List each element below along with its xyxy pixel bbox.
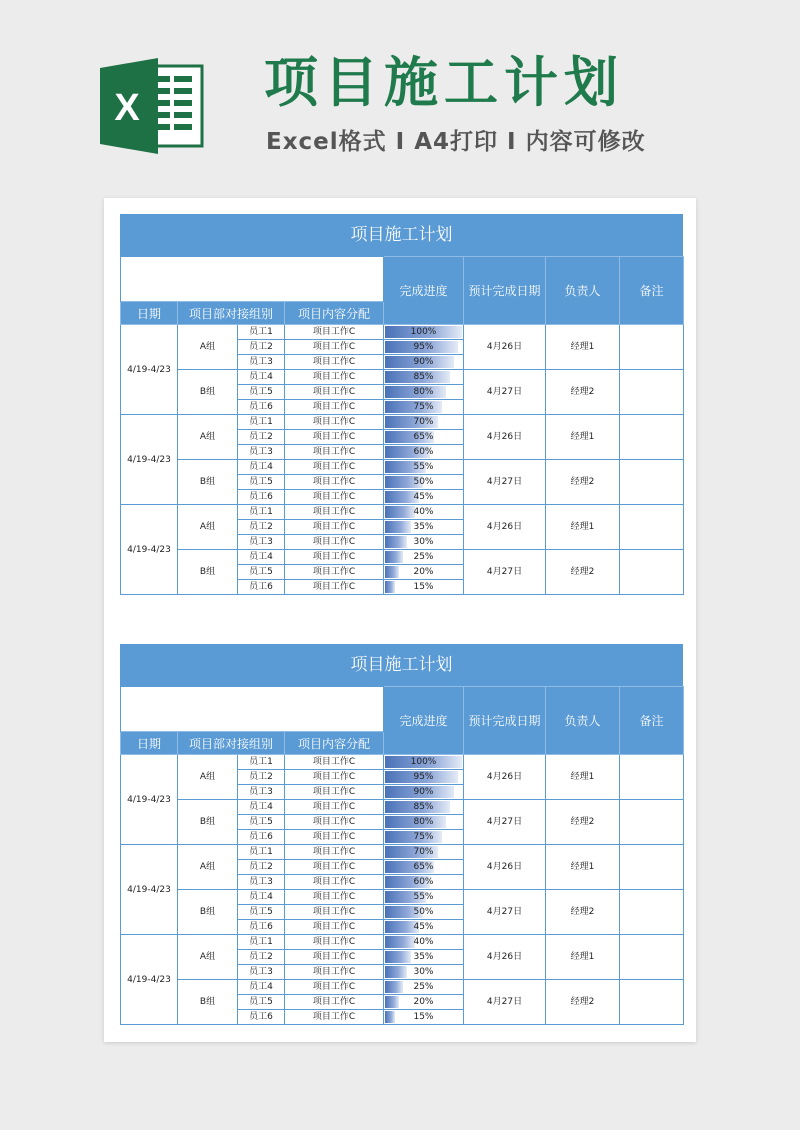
plan-grid bbox=[120, 686, 684, 1025]
col-owner: 负责人 bbox=[546, 257, 620, 325]
owner-cell: 经理2 bbox=[546, 800, 620, 845]
progress-cell bbox=[384, 475, 464, 490]
progress-value: 55% bbox=[413, 892, 434, 902]
group-cell: B组 bbox=[178, 890, 238, 935]
progress-value: 35% bbox=[413, 952, 434, 962]
task-cell: 项目工作C bbox=[285, 830, 384, 845]
table-title: 项目施工计划 bbox=[120, 644, 683, 686]
due-date-cell: 4月26日 bbox=[464, 935, 546, 980]
task-cell: 项目工作C bbox=[285, 950, 384, 965]
worker-cell: 员工3 bbox=[238, 965, 285, 980]
progress-cell bbox=[384, 460, 464, 475]
due-date-cell: 4月27日 bbox=[464, 800, 546, 845]
progress-cell bbox=[384, 965, 464, 980]
table-row bbox=[121, 890, 684, 905]
progress-cell bbox=[384, 550, 464, 565]
progress-value: 30% bbox=[413, 537, 434, 547]
group-cell: B组 bbox=[178, 980, 238, 1025]
page-title: 项目施工计划 bbox=[264, 51, 624, 114]
progress-cell bbox=[384, 370, 464, 385]
group-cell: A组 bbox=[178, 845, 238, 890]
progress-value: 60% bbox=[413, 877, 434, 887]
owner-cell: 经理2 bbox=[546, 980, 620, 1025]
progress-value: 85% bbox=[413, 372, 434, 382]
worker-cell: 员工3 bbox=[238, 785, 285, 800]
col-note: 备注 bbox=[620, 257, 684, 325]
progress-value: 65% bbox=[413, 862, 434, 872]
task-cell: 项目工作C bbox=[285, 460, 384, 475]
col-due-date: 预计完成日期 bbox=[464, 687, 546, 755]
progress-bar bbox=[385, 1011, 395, 1023]
task-cell: 项目工作C bbox=[285, 550, 384, 565]
progress-value: 30% bbox=[413, 967, 434, 977]
task-cell: 项目工作C bbox=[285, 445, 384, 460]
group-cell: A组 bbox=[178, 755, 238, 800]
task-cell: 项目工作C bbox=[285, 905, 384, 920]
worker-cell: 员工4 bbox=[238, 460, 285, 475]
table-row bbox=[121, 550, 684, 565]
progress-value: 65% bbox=[413, 432, 434, 442]
progress-cell bbox=[384, 340, 464, 355]
task-cell: 项目工作C bbox=[285, 490, 384, 505]
task-cell: 项目工作C bbox=[285, 995, 384, 1010]
worker-cell: 员工2 bbox=[238, 520, 285, 535]
table-row bbox=[121, 935, 684, 950]
task-cell: 项目工作C bbox=[285, 935, 384, 950]
task-cell: 项目工作C bbox=[285, 520, 384, 535]
due-date-cell: 4月26日 bbox=[464, 755, 546, 800]
progress-cell bbox=[384, 325, 464, 340]
progress-value: 45% bbox=[413, 922, 434, 932]
worker-cell: 员工5 bbox=[238, 905, 285, 920]
task-cell: 项目工作C bbox=[285, 415, 384, 430]
note-cell bbox=[620, 415, 684, 460]
owner-cell: 经理1 bbox=[546, 415, 620, 460]
worker-cell: 员工4 bbox=[238, 800, 285, 815]
task-cell: 项目工作C bbox=[285, 565, 384, 580]
progress-value: 85% bbox=[413, 802, 434, 812]
note-cell bbox=[620, 935, 684, 980]
task-cell: 项目工作C bbox=[285, 385, 384, 400]
worker-cell: 员工2 bbox=[238, 340, 285, 355]
table-row bbox=[121, 505, 684, 520]
col-progress: 完成进度 bbox=[384, 687, 464, 755]
progress-value: 75% bbox=[413, 402, 434, 412]
worker-cell: 员工6 bbox=[238, 830, 285, 845]
progress-cell bbox=[384, 355, 464, 370]
owner-cell: 经理1 bbox=[546, 325, 620, 370]
header-blank bbox=[121, 257, 384, 302]
note-cell bbox=[620, 755, 684, 800]
logo-letter: X bbox=[114, 87, 140, 129]
progress-value: 35% bbox=[413, 522, 434, 532]
worker-cell: 员工5 bbox=[238, 815, 285, 830]
task-cell: 项目工作C bbox=[285, 965, 384, 980]
task-cell: 项目工作C bbox=[285, 400, 384, 415]
col-group: 项目部对接组别 bbox=[178, 302, 285, 325]
progress-value: 55% bbox=[413, 462, 434, 472]
col-date: 日期 bbox=[121, 302, 178, 325]
col-progress: 完成进度 bbox=[384, 257, 464, 325]
progress-bar bbox=[385, 521, 411, 533]
progress-value: 75% bbox=[413, 832, 434, 842]
note-cell bbox=[620, 800, 684, 845]
task-cell: 项目工作C bbox=[285, 475, 384, 490]
progress-value: 20% bbox=[413, 997, 434, 1007]
due-date-cell: 4月27日 bbox=[464, 890, 546, 935]
progress-cell bbox=[384, 1010, 464, 1025]
task-cell: 项目工作C bbox=[285, 535, 384, 550]
note-cell bbox=[620, 890, 684, 935]
task-cell: 项目工作C bbox=[285, 755, 384, 770]
group-cell: A组 bbox=[178, 325, 238, 370]
progress-bar bbox=[385, 951, 411, 963]
task-cell: 项目工作C bbox=[285, 875, 384, 890]
task-cell: 项目工作C bbox=[285, 860, 384, 875]
progress-value: 25% bbox=[413, 982, 434, 992]
progress-value: 25% bbox=[413, 552, 434, 562]
worker-cell: 员工1 bbox=[238, 935, 285, 950]
group-cell: B组 bbox=[178, 550, 238, 595]
progress-cell bbox=[384, 935, 464, 950]
task-cell: 项目工作C bbox=[285, 980, 384, 995]
table-row bbox=[121, 460, 684, 475]
progress-value: 100% bbox=[410, 757, 437, 767]
progress-value: 20% bbox=[413, 567, 434, 577]
worker-cell: 员工5 bbox=[238, 385, 285, 400]
progress-value: 15% bbox=[413, 582, 434, 592]
progress-value: 95% bbox=[413, 772, 434, 782]
group-cell: B组 bbox=[178, 370, 238, 415]
due-date-cell: 4月26日 bbox=[464, 845, 546, 890]
col-content: 项目内容分配 bbox=[285, 732, 384, 755]
progress-value: 80% bbox=[413, 387, 434, 397]
due-date-cell: 4月27日 bbox=[464, 370, 546, 415]
progress-cell bbox=[384, 785, 464, 800]
task-cell: 项目工作C bbox=[285, 370, 384, 385]
progress-bar bbox=[385, 506, 415, 518]
progress-cell bbox=[384, 890, 464, 905]
progress-value: 40% bbox=[413, 937, 434, 947]
group-cell: A组 bbox=[178, 505, 238, 550]
table-row bbox=[121, 415, 684, 430]
progress-cell bbox=[384, 845, 464, 860]
progress-cell bbox=[384, 755, 464, 770]
due-date-cell: 4月27日 bbox=[464, 550, 546, 595]
task-cell: 项目工作C bbox=[285, 340, 384, 355]
table-row bbox=[121, 800, 684, 815]
progress-bar bbox=[385, 996, 399, 1008]
date-cell: 4/19-4/23 bbox=[121, 755, 178, 845]
worker-cell: 员工4 bbox=[238, 980, 285, 995]
due-date-cell: 4月26日 bbox=[464, 325, 546, 370]
owner-cell: 经理1 bbox=[546, 935, 620, 980]
task-cell: 项目工作C bbox=[285, 1010, 384, 1025]
due-date-cell: 4月27日 bbox=[464, 460, 546, 505]
task-cell: 项目工作C bbox=[285, 800, 384, 815]
col-due-date: 预计完成日期 bbox=[464, 257, 546, 325]
progress-cell bbox=[384, 385, 464, 400]
task-cell: 项目工作C bbox=[285, 355, 384, 370]
table-row bbox=[121, 755, 684, 770]
task-cell: 项目工作C bbox=[285, 325, 384, 340]
worker-cell: 员工1 bbox=[238, 845, 285, 860]
progress-cell bbox=[384, 860, 464, 875]
due-date-cell: 4月27日 bbox=[464, 980, 546, 1025]
progress-cell bbox=[384, 400, 464, 415]
group-cell: B组 bbox=[178, 800, 238, 845]
progress-cell bbox=[384, 770, 464, 785]
task-cell: 项目工作C bbox=[285, 815, 384, 830]
worker-cell: 员工4 bbox=[238, 370, 285, 385]
table-title: 项目施工计划 bbox=[120, 214, 683, 256]
group-cell: A组 bbox=[178, 935, 238, 980]
note-cell bbox=[620, 550, 684, 595]
col-group: 项目部对接组别 bbox=[178, 732, 285, 755]
progress-value: 40% bbox=[413, 507, 434, 517]
note-cell bbox=[620, 505, 684, 550]
progress-bar bbox=[385, 536, 407, 548]
plan-grid bbox=[120, 256, 684, 595]
owner-cell: 经理2 bbox=[546, 370, 620, 415]
progress-value: 60% bbox=[413, 447, 434, 457]
header-blank bbox=[121, 687, 384, 732]
note-cell bbox=[620, 845, 684, 890]
plan-table bbox=[120, 214, 683, 595]
progress-cell bbox=[384, 535, 464, 550]
owner-cell: 经理1 bbox=[546, 505, 620, 550]
task-cell: 项目工作C bbox=[285, 580, 384, 595]
worker-cell: 员工2 bbox=[238, 860, 285, 875]
progress-value: 50% bbox=[413, 907, 434, 917]
progress-value: 80% bbox=[413, 817, 434, 827]
date-cell: 4/19-4/23 bbox=[121, 845, 178, 935]
progress-cell bbox=[384, 980, 464, 995]
worker-cell: 员工5 bbox=[238, 995, 285, 1010]
task-cell: 项目工作C bbox=[285, 770, 384, 785]
worker-cell: 员工5 bbox=[238, 565, 285, 580]
due-date-cell: 4月26日 bbox=[464, 415, 546, 460]
progress-bar bbox=[385, 936, 415, 948]
col-date: 日期 bbox=[121, 732, 178, 755]
progress-cell bbox=[384, 445, 464, 460]
worker-cell: 员工3 bbox=[238, 535, 285, 550]
date-cell: 4/19-4/23 bbox=[121, 415, 178, 505]
progress-cell bbox=[384, 875, 464, 890]
progress-cell bbox=[384, 905, 464, 920]
progress-value: 70% bbox=[413, 417, 434, 427]
task-cell: 项目工作C bbox=[285, 505, 384, 520]
progress-bar bbox=[385, 966, 407, 978]
owner-cell: 经理1 bbox=[546, 845, 620, 890]
col-owner: 负责人 bbox=[546, 687, 620, 755]
table-row bbox=[121, 845, 684, 860]
progress-cell bbox=[384, 830, 464, 845]
progress-value: 70% bbox=[413, 847, 434, 857]
progress-cell bbox=[384, 815, 464, 830]
due-date-cell: 4月26日 bbox=[464, 505, 546, 550]
col-note: 备注 bbox=[620, 687, 684, 755]
worker-cell: 员工6 bbox=[238, 1010, 285, 1025]
worker-cell: 员工1 bbox=[238, 755, 285, 770]
worker-cell: 员工6 bbox=[238, 400, 285, 415]
group-cell: A组 bbox=[178, 415, 238, 460]
excel-logo-icon bbox=[100, 58, 206, 154]
progress-cell bbox=[384, 490, 464, 505]
table-row bbox=[121, 980, 684, 995]
progress-cell bbox=[384, 950, 464, 965]
progress-bar bbox=[385, 566, 399, 578]
progress-value: 50% bbox=[413, 477, 434, 487]
worker-cell: 员工3 bbox=[238, 875, 285, 890]
note-cell bbox=[620, 325, 684, 370]
task-cell: 项目工作C bbox=[285, 785, 384, 800]
worker-cell: 员工4 bbox=[238, 890, 285, 905]
progress-cell bbox=[384, 995, 464, 1010]
note-cell bbox=[620, 980, 684, 1025]
worker-cell: 员工3 bbox=[238, 445, 285, 460]
worker-cell: 员工6 bbox=[238, 580, 285, 595]
table-row bbox=[121, 325, 684, 340]
owner-cell: 经理2 bbox=[546, 460, 620, 505]
note-cell bbox=[620, 460, 684, 505]
worker-cell: 员工6 bbox=[238, 490, 285, 505]
group-cell: B组 bbox=[178, 460, 238, 505]
col-content: 项目内容分配 bbox=[285, 302, 384, 325]
progress-value: 45% bbox=[413, 492, 434, 502]
owner-cell: 经理1 bbox=[546, 755, 620, 800]
progress-value: 90% bbox=[413, 357, 434, 367]
plan-table bbox=[120, 644, 683, 1025]
task-cell: 项目工作C bbox=[285, 920, 384, 935]
worker-cell: 员工2 bbox=[238, 430, 285, 445]
progress-cell bbox=[384, 415, 464, 430]
worker-cell: 员工1 bbox=[238, 505, 285, 520]
date-cell: 4/19-4/23 bbox=[121, 325, 178, 415]
note-cell bbox=[620, 370, 684, 415]
progress-cell bbox=[384, 920, 464, 935]
owner-cell: 经理2 bbox=[546, 890, 620, 935]
owner-cell: 经理2 bbox=[546, 550, 620, 595]
worker-cell: 员工5 bbox=[238, 475, 285, 490]
worker-cell: 员工4 bbox=[238, 550, 285, 565]
progress-value: 100% bbox=[410, 327, 437, 337]
task-cell: 项目工作C bbox=[285, 430, 384, 445]
worker-cell: 员工2 bbox=[238, 770, 285, 785]
worker-cell: 员工2 bbox=[238, 950, 285, 965]
worker-cell: 员工1 bbox=[238, 325, 285, 340]
progress-value: 95% bbox=[413, 342, 434, 352]
date-cell: 4/19-4/23 bbox=[121, 505, 178, 595]
table-row bbox=[121, 370, 684, 385]
progress-cell bbox=[384, 800, 464, 815]
date-cell: 4/19-4/23 bbox=[121, 935, 178, 1025]
task-cell: 项目工作C bbox=[285, 845, 384, 860]
progress-cell bbox=[384, 505, 464, 520]
page-subtitle: Excel格式 Ⅰ A4打印 Ⅰ 内容可修改 bbox=[266, 129, 646, 155]
progress-cell bbox=[384, 565, 464, 580]
progress-value: 90% bbox=[413, 787, 434, 797]
worker-cell: 员工1 bbox=[238, 415, 285, 430]
task-cell: 项目工作C bbox=[285, 890, 384, 905]
worker-cell: 员工6 bbox=[238, 920, 285, 935]
worker-cell: 员工3 bbox=[238, 355, 285, 370]
progress-value: 15% bbox=[413, 1012, 434, 1022]
progress-bar bbox=[385, 581, 395, 593]
progress-bar bbox=[385, 981, 403, 993]
progress-cell bbox=[384, 430, 464, 445]
progress-bar bbox=[385, 551, 403, 563]
progress-cell bbox=[384, 580, 464, 595]
progress-cell bbox=[384, 520, 464, 535]
